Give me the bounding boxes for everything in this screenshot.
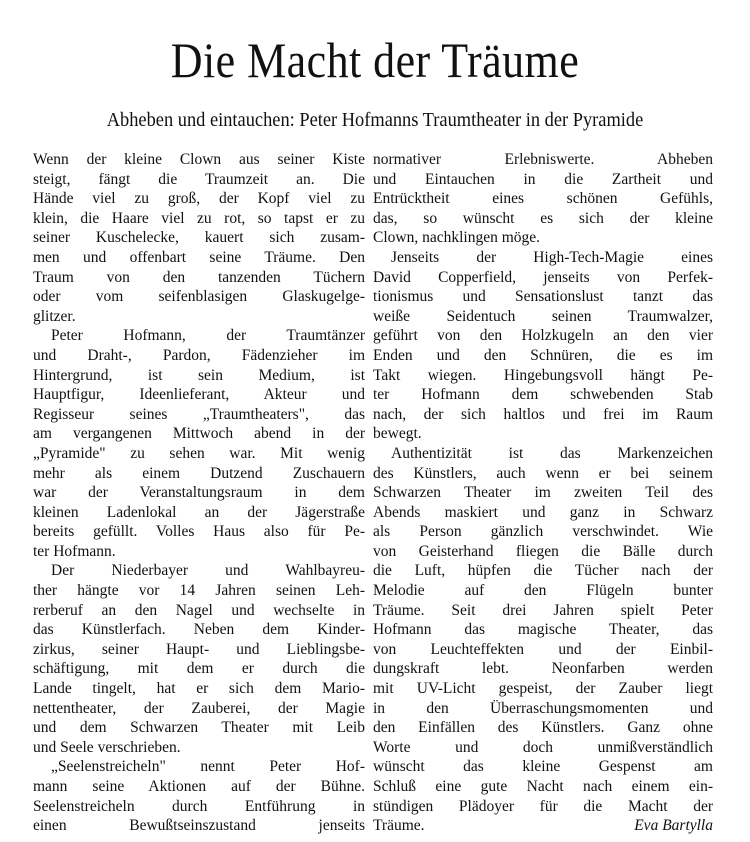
body-line: ther hängte vor 14 Jahren seinen Leh-: [33, 582, 365, 600]
body-line: als Person gänzlich verschwindet. Wie: [373, 523, 713, 541]
body-line: Peter Hofmann, der Traumtänzer: [51, 327, 365, 345]
body-line: Hofmann das magische Theater, das: [373, 621, 713, 639]
body-line: David Copperfield, jenseits von Perfek-: [373, 268, 713, 286]
body-line: am vergangenen Mittwoch abend in der: [33, 425, 365, 443]
body-line: stündigen Plädoyer für die Macht der: [373, 797, 713, 815]
body-line: Schluß eine gute Nacht nach einem ein-: [373, 778, 713, 795]
body-line: Takt wiegen. Hingebungsvoll hängt Pe-: [373, 366, 713, 384]
article-subheadline: Abheben und eintauchen: Peter Hofmanns Traumtheater in der Pyramide: [106, 109, 644, 131]
body-line: „Seelenstreicheln" nennt Peter Hof-: [51, 758, 365, 776]
body-line: das, so wünscht es sich der kleine: [373, 209, 713, 227]
body-line: bewegt.: [373, 425, 422, 443]
body-line: des Künstlers, auch wenn er bei seinem: [373, 464, 713, 482]
body-line: und Draht-, Pardon, Fädenzieher im: [33, 346, 365, 364]
body-line: Lande tingelt, hat er sich dem Mario-: [33, 680, 365, 698]
body-line: kleinen Ladenlokal an der Jägerstraße: [33, 503, 365, 521]
body-line: Hauptfigur, Ideenlieferant, Akteur und: [33, 386, 365, 404]
body-line: Entrücktheit eines schönen Gefühls,: [373, 190, 713, 208]
body-line: „Pyramide" zu sehen war. Mit wenig: [33, 444, 365, 462]
article-headline: Die Macht der Träume: [170, 32, 580, 88]
body-line: Träume.: [373, 817, 425, 835]
body-line: nettentheater, der Zauberei, der Magie: [33, 699, 365, 717]
body-line: und Seele verschrieben.: [33, 738, 181, 756]
body-line: oder vom seifenblasigen Glaskugelge-: [33, 288, 365, 306]
body-line: rerberuf an den Nagel und wechselte in: [33, 601, 365, 619]
body-line: glitzer.: [33, 307, 76, 325]
body-line: das Künstlerfach. Neben dem Kinder-: [33, 621, 365, 639]
last-line-row: [373, 816, 713, 836]
body-line: Der Niederbayer und Wahlbayreu-: [51, 562, 365, 580]
body-line: Seelenstreicheln durch Entführung in: [33, 797, 365, 815]
left-column: [33, 150, 365, 836]
body-line: mit UV-Licht gespeist, der Zauber liegt: [373, 680, 713, 698]
body-line: die Luft, hüpfen die Tücher nach der: [373, 562, 713, 580]
body-line: Melodie auf den Flügeln bunter: [373, 582, 713, 600]
body-line: Wenn der kleine Clown aus seiner Kiste: [33, 151, 365, 168]
body-line: wünscht das kleine Gespenst am: [373, 758, 713, 776]
body-line: Clown, nachklingen möge.: [373, 229, 541, 247]
body-line: in den Überraschungsmomenten und: [373, 699, 713, 717]
body-line: Traum von den tanzenden Tüchern: [33, 268, 365, 286]
right-column: [373, 150, 713, 836]
body-line: tionismus und Sensationslust tanzt das: [373, 288, 713, 306]
body-line: Abends maskiert und ganz in Schwarz: [373, 503, 713, 521]
body-line: bereits gefüllt. Volles Haus also für Pe-: [33, 523, 365, 541]
body-line: geführt von den Holzkugeln an den vier: [373, 327, 713, 345]
body-line: seiner Kuschelecke, kauert sich zusam-: [33, 229, 365, 247]
body-line: und dem Schwarzen Theater mit Leib: [33, 719, 365, 737]
body-line: men und offenbart seine Träume. Den: [33, 248, 365, 266]
body-line: weiße Seidentuch seinen Traumwalzer,: [373, 307, 713, 325]
body-line: steigt, fängt die Traumzeit an. Die: [33, 170, 365, 188]
body-line: Hände viel zu groß, der Kopf viel zu: [33, 190, 365, 208]
body-line: war der Veranstaltungsraum in dem: [33, 484, 365, 502]
body-line: Enden und den Schnüren, die es im: [373, 346, 713, 364]
body-line: einen Bewußtseinszustand jenseits: [33, 817, 365, 835]
body-line: zirkus, seiner Haupt- und Lieblingsbe-: [33, 640, 365, 658]
body-line: mehr als einem Dutzend Zuschauern: [33, 464, 365, 482]
body-line: von Leuchteffekten und der Einbil-: [373, 640, 713, 658]
body-line: klein, die Haare viel zu rot, so tapst er zu: [33, 209, 365, 227]
body-line: von Geisterhand fliegen die Bälle durch: [373, 542, 713, 560]
body-line: nach, der sich haltlos und frei im Raum: [373, 405, 713, 423]
body-line: normativer Erlebniswerte. Abheben: [373, 151, 713, 168]
body-line: ter Hofmann dem schwebenden Stab: [373, 386, 713, 404]
body-line: ter Hofmann.: [33, 542, 116, 560]
body-line: Jenseits der High-Tech-Magie eines: [391, 248, 713, 266]
body-line: schäftigung, mit dem er durch die: [33, 660, 365, 678]
body-line: dungskraft lebt. Neonfarben werden: [373, 660, 713, 678]
body-line: Regisseur seines „Traumtheaters", das: [33, 405, 365, 423]
body-line: mann seine Aktionen auf der Bühne.: [33, 778, 365, 795]
body-line: den Einfällen des Künstlers. Ganz ohne: [373, 719, 713, 737]
body-line: Authentizität ist das Markenzeichen: [391, 444, 713, 462]
body-line: Träume. Seit drei Jahren spielt Peter: [373, 601, 713, 619]
author-byline: Eva Bartylla: [634, 817, 713, 835]
body-line: Schwarzen Theater im zweiten Teil des: [373, 484, 713, 502]
body-line: Hintergrund, ist sein Medium, ist: [33, 366, 365, 384]
body-line: Worte und doch unmißverständlich: [373, 738, 713, 756]
body-line: und Eintauchen in die Zartheit und: [373, 170, 713, 188]
